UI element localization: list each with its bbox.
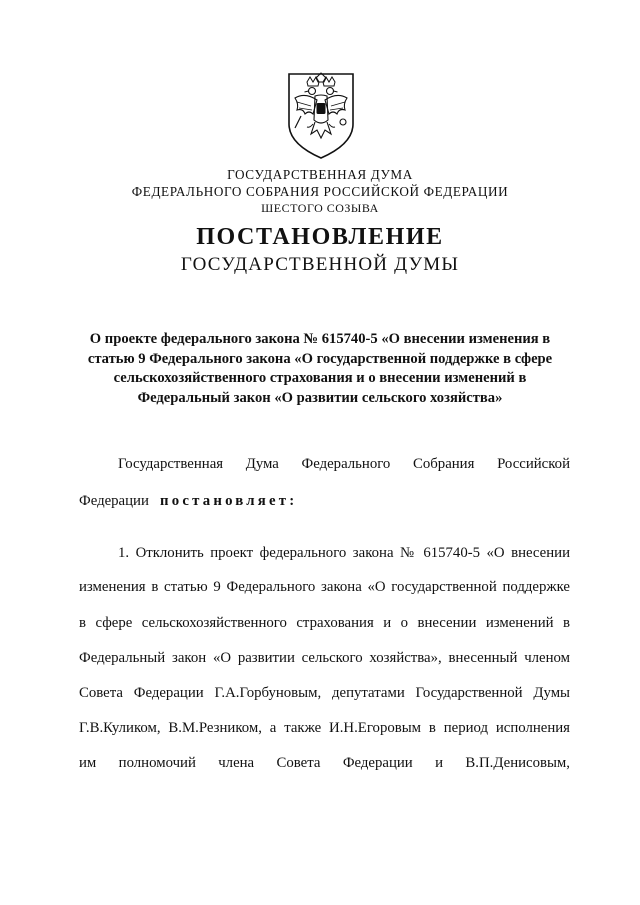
preamble-line-1: Государственная Дума Федерального Собрания Российской <box>118 456 570 472</box>
item1-line-1: 1. Отклонить проект федерального закона № 615740-5 «О внесении <box>118 545 570 561</box>
organization-name-line-2: ФЕДЕРАЛЬНОГО СОБРАНИЯ РОССИЙСКОЙ ФЕДЕРАЦИИ <box>131 184 509 199</box>
item1-line-2: изменения в статью 9 Федерального закона «О государственной поддержке <box>79 579 570 595</box>
item1-line-4: Федеральный закон «О развитии сельского хозяйства», внесенный членом <box>79 650 570 666</box>
subject-line-4: Федеральный закон «О развитии сельского хозяйства» <box>137 389 503 406</box>
item1-line-3: в сфере сельскохозяйственного страхования и о внесении изменений в <box>79 615 570 631</box>
document-title: ПОСТАНОВЛЕНИЕ <box>196 224 444 250</box>
subject-line-2: статью 9 Федерального закона «О государственной поддержке в сфере <box>87 350 553 367</box>
resolution-verb: постановляет: <box>160 493 298 509</box>
item1-line-5: Совета Федерации Г.А.Горбуновым, депутатами Государственной Думы <box>79 685 570 701</box>
preamble-start: Федерации <box>79 493 149 509</box>
convocation-label: ШЕСТОГО СОЗЫВА <box>261 201 379 215</box>
subject-line-1: О проекте федерального закона № 615740-5 «О внесении изменения в <box>89 331 551 347</box>
item1-line-7: им полномочий члена Совета Федерации и В.П.Денисовым, <box>79 755 570 771</box>
document-subtitle: ГОСУДАРСТВЕННОЙ ДУМЫ <box>180 254 460 275</box>
subject-line-3: сельскохозяйственного страхования и о внесении изменений в <box>113 370 527 386</box>
item1-line-6: Г.В.Куликом, В.М.Резником, а также И.Н.Егоровым в период исполнения <box>79 720 570 736</box>
organization-name-line-1: ГОСУДАРСТВЕННАЯ ДУМА <box>227 167 413 182</box>
preamble-line-2 <box>79 492 570 510</box>
state-emblem-icon <box>283 70 359 160</box>
